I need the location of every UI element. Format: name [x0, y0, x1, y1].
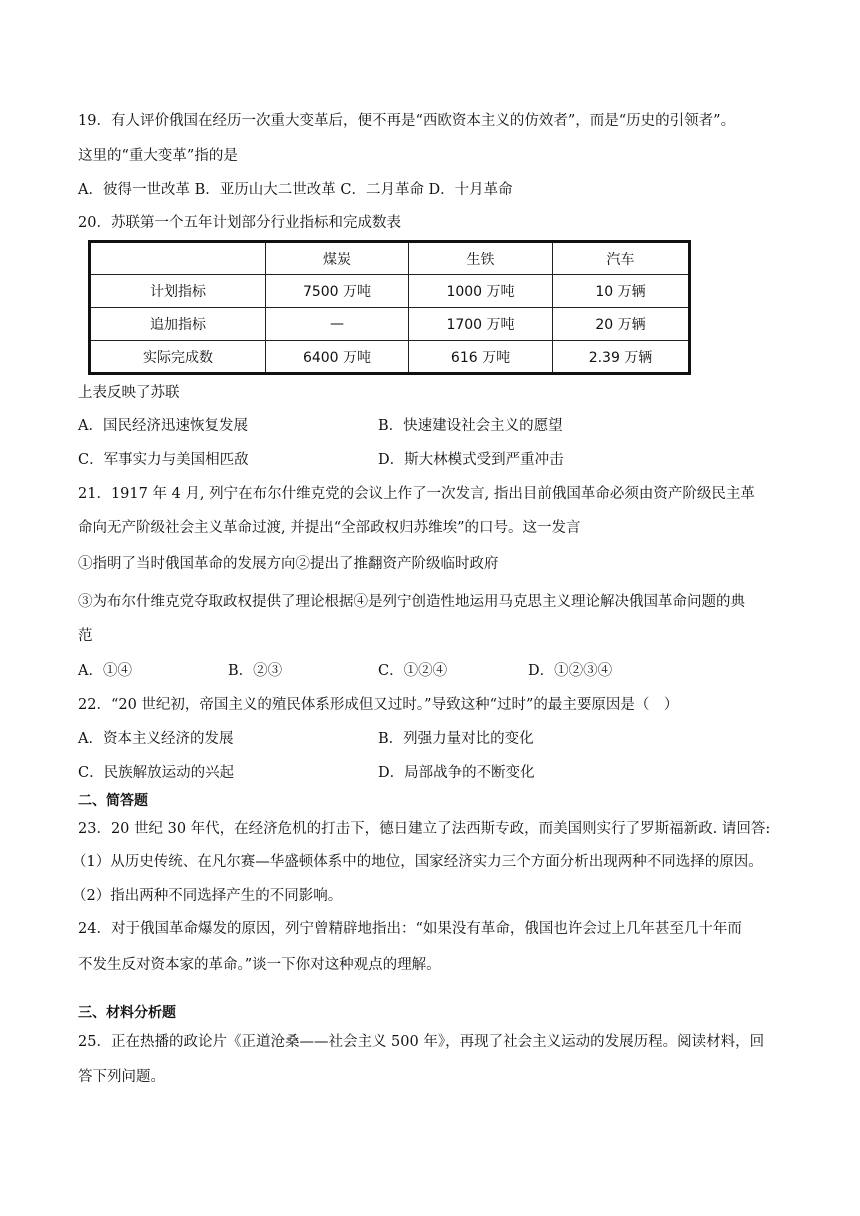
q20-option-b: B．快速建设社会主义的愿望 [378, 418, 563, 434]
table-row [90, 308, 690, 341]
q21-option-a: A．①④ [78, 663, 132, 679]
q20-option-d: D．斯大林模式受到严重冲击 [378, 452, 564, 468]
q25-stem-line1: 25．正在热播的政论片《正道沧桑——社会主义 500 年》，再现了社会主义运动的发展历程。阅读材料，回 [78, 1034, 765, 1050]
q25-stem-line2: 答下列问题。 [78, 1069, 165, 1085]
q21-option-c: C．①②④ [378, 663, 448, 679]
q23-stem: 23．20 世纪 30 年代，在经济危机的打击下，德日建立了法西斯专政，而美国则实行了罗斯福新政. 请回答: [78, 821, 771, 837]
section-heading-short-answer: 二、简答题 [78, 793, 148, 809]
table-cell: — [266, 308, 409, 341]
table-header-cell [90, 242, 266, 275]
table-row [90, 275, 690, 308]
q24-stem-line2: 不发生反对资本家的革命。”谈一下你对这种观点的理解。 [78, 957, 441, 973]
q19-stem-line1: 19．有人评价俄国在经历一次重大变革后，便不再是“西欧资本主义的仿效者”，而是“历史的引领者”。 [78, 113, 736, 129]
q24-stem-line1: 24．对于俄国革命爆发的原因，列宁曾精辟地指出：“如果没有革命，俄国也许会过上几年甚至几十年而 [78, 921, 742, 937]
q21-stem-line1: 21．1917 年 4 月, 列宁在布尔什维克党的会议上作了一次发言, 指出目前俄国革命必须由资产阶级民主革 [78, 486, 755, 502]
q20-after-table: 上表反映了苏联 [78, 385, 180, 401]
q21-statement-line2: ③为布尔什维克党夺取政权提供了理论根据④是列宁创造性地运用马克思主义理论解决俄国革命问题的典 [78, 594, 745, 610]
table-cell: 10 万辆 [553, 275, 690, 308]
table-row [90, 341, 690, 374]
q20-stem: 20．苏联第一个五年计划部分行业指标和完成数表 [78, 215, 401, 231]
q23-part2: （2）指出两种不同选择产生的不同影响。 [72, 888, 343, 904]
table-cell: 616 万吨 [409, 341, 553, 374]
table-cell: 计划指标 [90, 275, 266, 308]
q20-option-c: C．军事实力与美国相匹敌 [78, 452, 249, 468]
q19-options: A．彼得一世改革 B．亚历山大二世改革 C．二月革命 D．十月革命 [78, 182, 513, 198]
q21-statement-line3: 范 [78, 628, 93, 644]
q19-stem-line2: 这里的“重大变革”指的是 [78, 148, 238, 164]
plan-completion-table [88, 240, 691, 375]
table-cell: 1000 万吨 [409, 275, 553, 308]
q21-stem-line2: 命向无产阶级社会主义革命过渡, 并提出“全部政权归苏维埃”的口号。这一发言 [78, 520, 581, 536]
table-cell: 6400 万吨 [266, 341, 409, 374]
table-cell: 1700 万吨 [409, 308, 553, 341]
table-cell: 2.39 万辆 [553, 341, 690, 374]
q20-option-a: A．国民经济迅速恢复发展 [78, 418, 248, 434]
q22-stem: 22．“20 世纪初，帝国主义的殖民体系形成但又过时。”导致这种“过时”的最主要原因是（ ） [78, 697, 679, 713]
section-heading-material-analysis: 三、材料分析题 [78, 1005, 176, 1021]
q21-statement-line1: ①指明了当时俄国革命的发展方向②提出了推翻资产阶级临时政府 [78, 556, 499, 572]
table-cell: 实际完成数 [90, 341, 266, 374]
q21-option-d: D．①②③④ [528, 663, 613, 679]
table-header-cell: 生铁 [409, 242, 553, 275]
table-cell: 20 万辆 [553, 308, 690, 341]
q22-option-a: A．资本主义经济的发展 [78, 731, 234, 747]
table-cell: 7500 万吨 [266, 275, 409, 308]
q22-option-b: B．列强力量对比的变化 [378, 731, 534, 747]
q22-option-d: D．局部战争的不断变化 [378, 765, 535, 781]
q22-option-c: C．民族解放运动的兴起 [78, 765, 235, 781]
table-header-cell: 煤炭 [266, 242, 409, 275]
table-header-row [90, 242, 690, 275]
table-cell: 追加指标 [90, 308, 266, 341]
q21-option-b: B．②③ [228, 663, 283, 679]
q23-part1: （1）从历史传统、在凡尔赛—华盛顿体系中的地位，国家经济实力三个方面分析出现两种不同选择的原因。 [72, 854, 763, 870]
table-header-cell: 汽车 [553, 242, 690, 275]
